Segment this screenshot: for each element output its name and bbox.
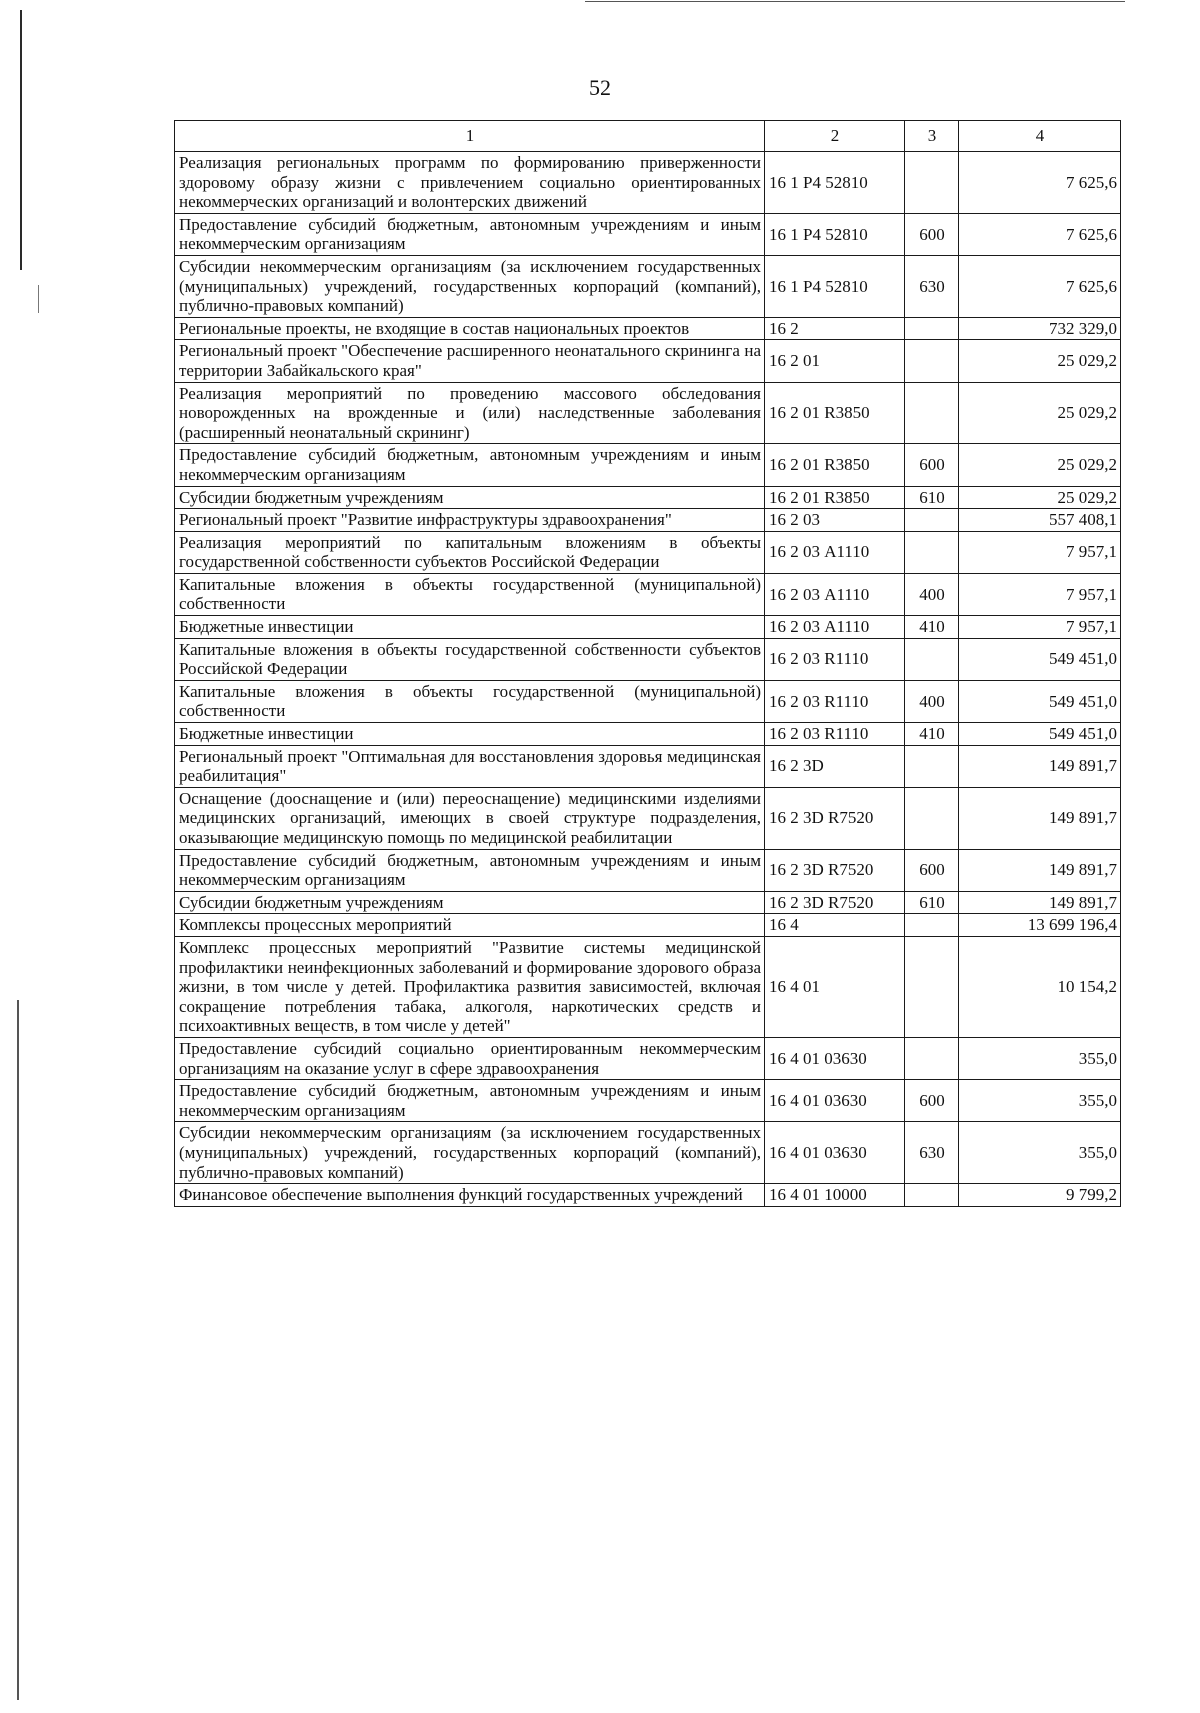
name-cell: Комплекс процессных мероприятий "Развитие системы медицинской профилактики неинфекционных заболеваний и формирование здорового образа жизни, в том числе у детей. Профилактика развития зависимостей, включая сокращение потребления табака, алкоголя, наркотических средств и психоактивных веществ, в том числе у детей" bbox=[175, 936, 765, 1037]
table-row bbox=[175, 680, 1121, 722]
kind-cell bbox=[905, 1037, 959, 1079]
code-cell: 16 2 01 R3850 bbox=[765, 444, 905, 486]
name-cell: Бюджетные инвестиции bbox=[175, 616, 765, 639]
name-cell: Реализация региональных программ по формированию приверженности здоровому образу жизни с привлечением социально ориентированных некоммерческих организаций и волонтерских движений bbox=[175, 152, 765, 214]
sum-cell: 149 891,7 bbox=[959, 891, 1121, 914]
page-number: 52 bbox=[589, 75, 611, 100]
sum-cell: 355,0 bbox=[959, 1122, 1121, 1184]
table-row bbox=[175, 1037, 1121, 1079]
code-cell: 16 2 bbox=[765, 317, 905, 340]
name-cell: Субсидии некоммерческим организациям (за исключением государственных (муниципальных) учреждений, государственных корпораций (компаний), публично-правовых компаний) bbox=[175, 255, 765, 317]
sum-cell: 549 451,0 bbox=[959, 638, 1121, 680]
code-cell: 16 4 bbox=[765, 914, 905, 937]
sum-cell: 9 799,2 bbox=[959, 1184, 1121, 1207]
code-cell: 16 2 3D R7520 bbox=[765, 787, 905, 849]
name-cell: Региональный проект "Развитие инфраструктуры здравоохранения" bbox=[175, 509, 765, 532]
sum-cell: 7 625,6 bbox=[959, 213, 1121, 255]
table-row bbox=[175, 573, 1121, 615]
name-cell: Субсидии бюджетным учреждениям bbox=[175, 891, 765, 914]
budget-table-body bbox=[175, 121, 1121, 1207]
name-cell: Комплексы процессных мероприятий bbox=[175, 914, 765, 937]
kind-cell: 600 bbox=[905, 213, 959, 255]
sum-cell: 7 625,6 bbox=[959, 152, 1121, 214]
header-cell-3: 3 bbox=[905, 121, 959, 152]
table-row bbox=[175, 891, 1121, 914]
kind-cell bbox=[905, 914, 959, 937]
name-cell: Реализация мероприятий по капитальным вложениям в объекты государственной собственности субъектов Российской Федерации bbox=[175, 531, 765, 573]
table-row bbox=[175, 152, 1121, 214]
kind-cell: 630 bbox=[905, 255, 959, 317]
name-cell: Субсидии бюджетным учреждениям bbox=[175, 486, 765, 509]
table-row bbox=[175, 787, 1121, 849]
kind-cell bbox=[905, 787, 959, 849]
name-cell: Финансовое обеспечение выполнения функций государственных учреждений bbox=[175, 1184, 765, 1207]
code-cell: 16 4 01 bbox=[765, 936, 905, 1037]
scan-edge-line bbox=[20, 10, 22, 270]
kind-cell bbox=[905, 1184, 959, 1207]
sum-cell: 557 408,1 bbox=[959, 509, 1121, 532]
kind-cell: 410 bbox=[905, 723, 959, 746]
budget-table bbox=[174, 120, 1121, 1207]
code-cell: 16 2 01 R3850 bbox=[765, 382, 905, 444]
kind-cell bbox=[905, 382, 959, 444]
name-cell: Региональные проекты, не входящие в состав национальных проектов bbox=[175, 317, 765, 340]
kind-cell: 610 bbox=[905, 891, 959, 914]
sum-cell: 549 451,0 bbox=[959, 723, 1121, 746]
sum-cell: 549 451,0 bbox=[959, 680, 1121, 722]
sum-cell: 149 891,7 bbox=[959, 745, 1121, 787]
sum-cell: 149 891,7 bbox=[959, 849, 1121, 891]
name-cell: Предоставление субсидий бюджетным, автономным учреждениям и иным некоммерческим организациям bbox=[175, 849, 765, 891]
code-cell: 16 2 03 R1110 bbox=[765, 723, 905, 746]
table-row bbox=[175, 509, 1121, 532]
code-cell: 16 1 Р4 52810 bbox=[765, 255, 905, 317]
sum-cell: 355,0 bbox=[959, 1037, 1121, 1079]
table-row bbox=[175, 382, 1121, 444]
kind-cell: 630 bbox=[905, 1122, 959, 1184]
kind-cell bbox=[905, 531, 959, 573]
table-row bbox=[175, 1080, 1121, 1122]
kind-cell bbox=[905, 317, 959, 340]
kind-cell bbox=[905, 638, 959, 680]
code-cell: 16 1 Р4 52810 bbox=[765, 152, 905, 214]
kind-cell: 400 bbox=[905, 573, 959, 615]
sum-cell: 25 029,2 bbox=[959, 340, 1121, 382]
scan-edge-line bbox=[17, 1000, 19, 1700]
kind-cell: 600 bbox=[905, 1080, 959, 1122]
code-cell: 16 2 01 R3850 bbox=[765, 486, 905, 509]
kind-cell: 410 bbox=[905, 616, 959, 639]
sum-cell: 25 029,2 bbox=[959, 486, 1121, 509]
kind-cell bbox=[905, 745, 959, 787]
name-cell: Предоставление субсидий бюджетным, автономным учреждениям и иным некоммерческим организациям bbox=[175, 213, 765, 255]
name-cell: Реализация мероприятий по проведению массового обследования новорожденных на врожденные и (или) наследственные заболевания (расширенный неонатальный скрининг) bbox=[175, 382, 765, 444]
sum-cell: 7 957,1 bbox=[959, 616, 1121, 639]
sum-cell: 7 957,1 bbox=[959, 531, 1121, 573]
name-cell: Предоставление субсидий бюджетным, автономным учреждениям и иным некоммерческим организациям bbox=[175, 1080, 765, 1122]
sum-cell: 732 329,0 bbox=[959, 317, 1121, 340]
code-cell: 16 2 03 А1110 bbox=[765, 573, 905, 615]
table-row bbox=[175, 340, 1121, 382]
kind-cell bbox=[905, 340, 959, 382]
name-cell: Бюджетные инвестиции bbox=[175, 723, 765, 746]
code-cell: 16 2 03 R1110 bbox=[765, 680, 905, 722]
name-cell: Региональный проект "Оптимальная для восстановления здоровья медицинская реабилитация" bbox=[175, 745, 765, 787]
table-row bbox=[175, 849, 1121, 891]
sum-cell: 13 699 196,4 bbox=[959, 914, 1121, 937]
table-row bbox=[175, 444, 1121, 486]
header-cell-1: 1 bbox=[175, 121, 765, 152]
header-cell-4: 4 bbox=[959, 121, 1121, 152]
kind-cell bbox=[905, 152, 959, 214]
code-cell: 16 2 03 R1110 bbox=[765, 638, 905, 680]
table-row bbox=[175, 1122, 1121, 1184]
name-cell: Предоставление субсидий бюджетным, автономным учреждениям и иным некоммерческим организациям bbox=[175, 444, 765, 486]
kind-cell: 610 bbox=[905, 486, 959, 509]
table-row bbox=[175, 745, 1121, 787]
kind-cell: 600 bbox=[905, 849, 959, 891]
code-cell: 16 4 01 03630 bbox=[765, 1037, 905, 1079]
code-cell: 16 4 01 10000 bbox=[765, 1184, 905, 1207]
table-row bbox=[175, 317, 1121, 340]
code-cell: 16 2 03 А1110 bbox=[765, 616, 905, 639]
sum-cell: 7 625,6 bbox=[959, 255, 1121, 317]
sum-cell: 149 891,7 bbox=[959, 787, 1121, 849]
code-cell: 16 2 3D R7520 bbox=[765, 849, 905, 891]
table-row bbox=[175, 638, 1121, 680]
sum-cell: 7 957,1 bbox=[959, 573, 1121, 615]
sum-cell: 10 154,2 bbox=[959, 936, 1121, 1037]
code-cell: 16 2 01 bbox=[765, 340, 905, 382]
name-cell: Оснащение (дооснащение и (или) переоснащение) медицинскими изделиями медицинских организаций, имеющих в своей структуре подразделения, оказывающие медицинскую помощь по медицинской реабилитации bbox=[175, 787, 765, 849]
name-cell: Предоставление субсидий социально ориентированным некоммерческим организациям на оказание услуг в сфере здравоохранения bbox=[175, 1037, 765, 1079]
code-cell: 16 4 01 03630 bbox=[765, 1122, 905, 1184]
table-row bbox=[175, 486, 1121, 509]
header-cell-2: 2 bbox=[765, 121, 905, 152]
table-header-row bbox=[175, 121, 1121, 152]
kind-cell bbox=[905, 509, 959, 532]
table-row bbox=[175, 255, 1121, 317]
code-cell: 16 4 01 03630 bbox=[765, 1080, 905, 1122]
code-cell: 16 2 03 bbox=[765, 509, 905, 532]
code-cell: 16 2 3D bbox=[765, 745, 905, 787]
code-cell: 16 2 3D R7520 bbox=[765, 891, 905, 914]
scan-top-line bbox=[585, 1, 1125, 2]
table-row bbox=[175, 723, 1121, 746]
sum-cell: 25 029,2 bbox=[959, 382, 1121, 444]
name-cell: Капитальные вложения в объекты государственной собственности субъектов Российской Федерации bbox=[175, 638, 765, 680]
kind-cell: 600 bbox=[905, 444, 959, 486]
name-cell: Региональный проект "Обеспечение расширенного неонатального скрининга на территории Забайкальского края" bbox=[175, 340, 765, 382]
table-row bbox=[175, 616, 1121, 639]
table-row bbox=[175, 936, 1121, 1037]
table-row bbox=[175, 1184, 1121, 1207]
code-cell: 16 2 03 А1110 bbox=[765, 531, 905, 573]
kind-cell bbox=[905, 936, 959, 1037]
table-row bbox=[175, 914, 1121, 937]
scan-edge-line bbox=[38, 285, 39, 313]
sum-cell: 355,0 bbox=[959, 1080, 1121, 1122]
kind-cell: 400 bbox=[905, 680, 959, 722]
sum-cell: 25 029,2 bbox=[959, 444, 1121, 486]
table-row bbox=[175, 213, 1121, 255]
name-cell: Капитальные вложения в объекты государственной (муниципальной) собственности bbox=[175, 573, 765, 615]
name-cell: Субсидии некоммерческим организациям (за исключением государственных (муниципальных) учреждений, государственных корпораций (компаний), публично-правовых компаний) bbox=[175, 1122, 765, 1184]
table-row bbox=[175, 531, 1121, 573]
code-cell: 16 1 Р4 52810 bbox=[765, 213, 905, 255]
name-cell: Капитальные вложения в объекты государственной (муниципальной) собственности bbox=[175, 680, 765, 722]
